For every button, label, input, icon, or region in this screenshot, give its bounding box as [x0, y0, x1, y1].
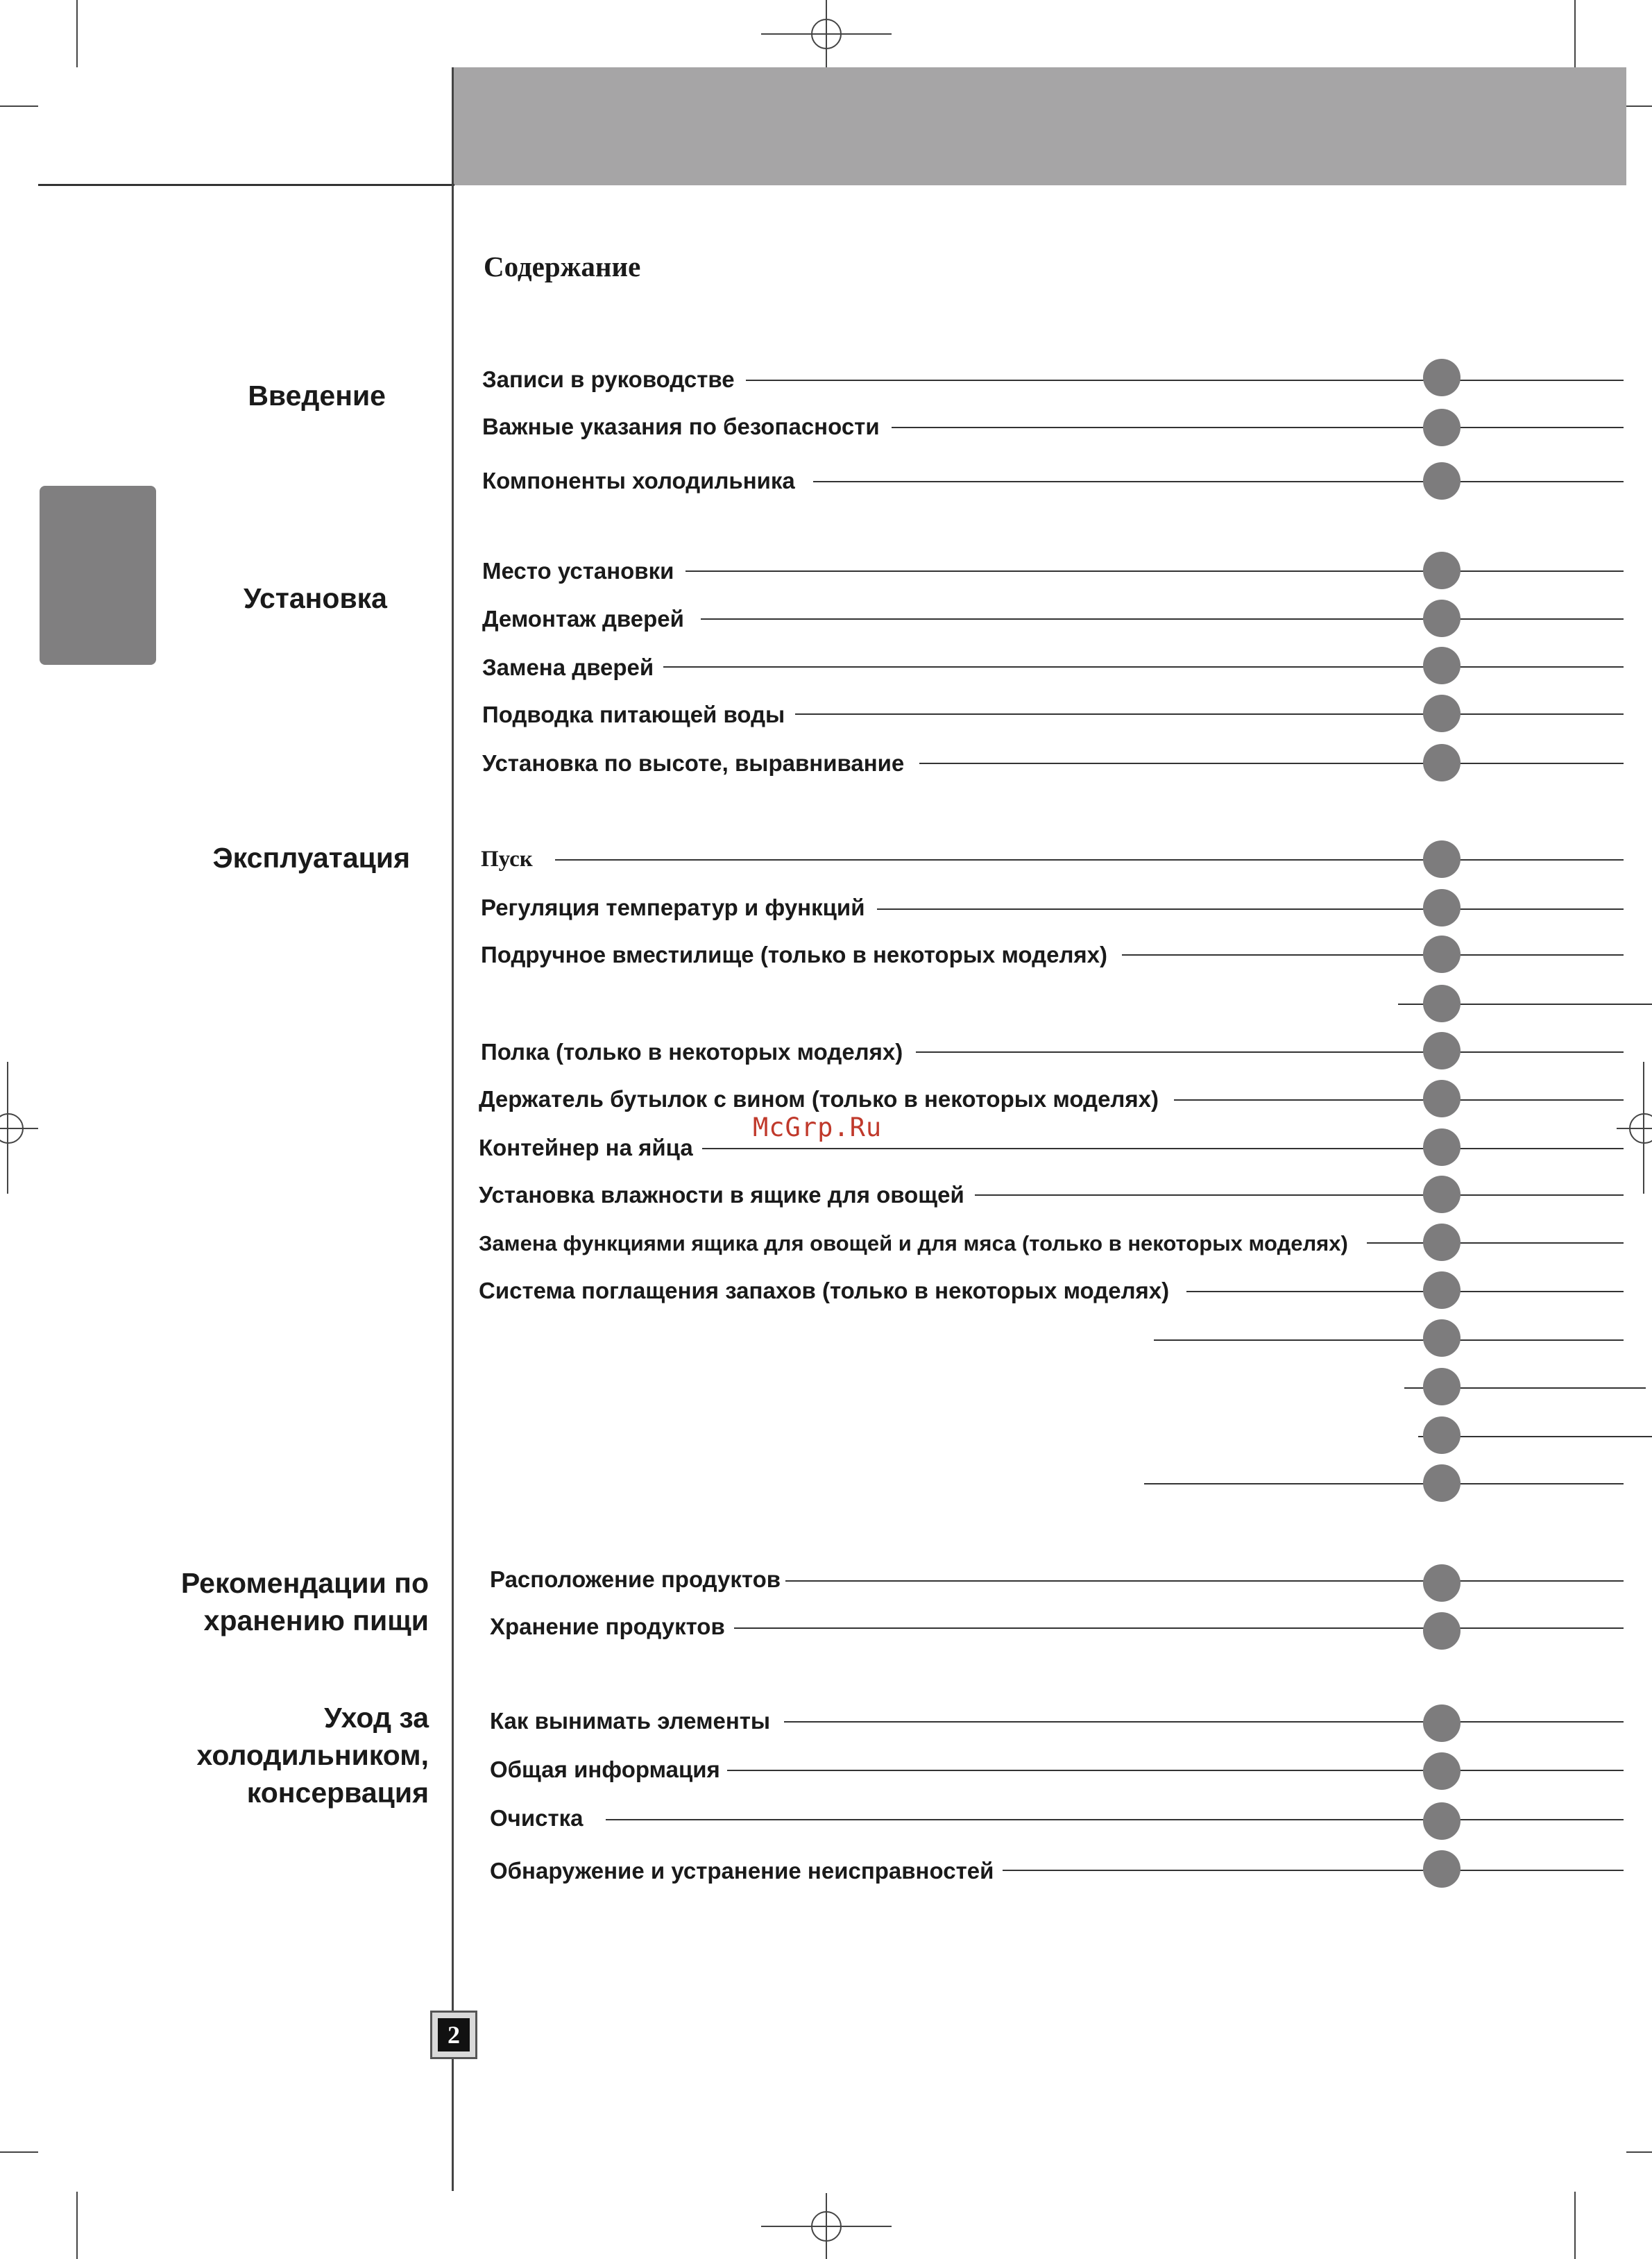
leader-line [916, 1051, 1624, 1053]
leader-line [1154, 1339, 1624, 1341]
toc-entry[interactable]: Регуляция температур и функций [481, 895, 865, 920]
page-marker [1423, 1850, 1461, 1888]
leader-line [727, 1770, 1624, 1771]
leader-line [555, 859, 1624, 861]
leader-line [877, 908, 1624, 910]
crop-mark [1626, 105, 1652, 107]
page-marker [1423, 1080, 1461, 1117]
page-marker [1423, 1319, 1461, 1357]
page-marker [1423, 1802, 1461, 1840]
page-marker [1423, 359, 1461, 396]
leader-line [813, 481, 1624, 482]
page-marker [1423, 600, 1461, 637]
page-marker [1423, 552, 1461, 589]
section-heading: Эксплуатация [212, 842, 410, 874]
page-marker [1423, 936, 1461, 973]
leader-line [1144, 1483, 1624, 1484]
section-heading: Рекомендации по хранению пищи [180, 1567, 429, 1636]
toc-entry[interactable]: Подводка питающей воды [482, 702, 785, 727]
leader-line [734, 1627, 1624, 1629]
crop-mark [76, 2192, 78, 2259]
page-marker [1423, 1128, 1461, 1166]
leader-line [746, 380, 1624, 381]
crop-mark [1574, 2192, 1576, 2259]
toc-entry[interactable]: Общая информация [490, 1757, 720, 1782]
toc-entry[interactable]: Обнаружение и устранение неисправностей [490, 1858, 994, 1884]
registration-mark [811, 19, 842, 49]
toc-entry[interactable]: Хранение продуктов [490, 1614, 725, 1639]
leader-line [701, 618, 1624, 620]
page-marker [1423, 744, 1461, 781]
leader-line [1186, 1291, 1624, 1292]
toc-entry[interactable]: Держатель бутылок с вином (только в некоторых моделях) [479, 1086, 1159, 1112]
header-rule [38, 184, 454, 186]
toc-entry[interactable]: Очистка [490, 1805, 584, 1831]
page-marker [1423, 1416, 1461, 1454]
registration-mark [0, 1113, 24, 1144]
section-tab-marker [40, 486, 156, 665]
toc-entry[interactable]: Пуск [481, 846, 533, 872]
leader-line [919, 763, 1624, 764]
watermark: McGrp.Ru [753, 1112, 883, 1142]
section-heading: Установка [244, 582, 387, 614]
section-heading: Уход за холодильником, консервация [196, 1702, 429, 1809]
page-marker [1423, 889, 1461, 927]
leader-line [1367, 1242, 1624, 1244]
leader-line [795, 713, 1624, 715]
toc-entry[interactable]: Записи в руководстве [482, 366, 735, 392]
page-marker [1423, 1612, 1461, 1650]
page-marker [1423, 840, 1461, 878]
page-number: 2 [438, 2018, 470, 2051]
toc-entry[interactable]: Расположение продуктов [490, 1566, 781, 1592]
leader-line [663, 666, 1624, 668]
toc-entry[interactable]: Демонтаж дверей [482, 606, 684, 632]
toc-entry[interactable]: Замена дверей [482, 654, 654, 680]
leader-line [702, 1148, 1624, 1149]
toc-entry[interactable]: Система поглащения запахов (только в некоторых моделях) [479, 1278, 1170, 1303]
leader-line [1174, 1099, 1624, 1101]
leader-line [785, 1580, 1624, 1582]
toc-entry[interactable]: Компоненты холодильника [482, 468, 795, 493]
toc-entry[interactable]: Установка по высоте, выравнивание [482, 750, 905, 776]
page-marker [1423, 1032, 1461, 1069]
toc-entry[interactable]: Важные указания по безопасности [482, 414, 880, 439]
toc-entry[interactable]: Подручное вместилище (только в некоторых моделях) [481, 942, 1108, 967]
toc-entry[interactable]: Полка (только в некоторых моделях) [481, 1039, 903, 1065]
page-marker [1423, 1752, 1461, 1790]
page-number-box [430, 2011, 477, 2059]
leader-line [1122, 954, 1624, 956]
leader-line [784, 1721, 1624, 1723]
page-marker [1423, 1368, 1461, 1405]
registration-mark [811, 2211, 842, 2242]
leader-line [975, 1194, 1624, 1196]
section-heading: Введение [248, 380, 386, 412]
toc-entry[interactable]: Контейнер на яйца [479, 1135, 693, 1160]
page-title: Содержание [484, 251, 641, 282]
crop-mark [0, 105, 38, 107]
crop-mark [1574, 0, 1576, 67]
page-marker [1423, 1464, 1461, 1502]
page-marker [1423, 1224, 1461, 1261]
page-marker [1423, 695, 1461, 732]
page-marker [1423, 647, 1461, 684]
registration-mark [1629, 1113, 1652, 1144]
crop-mark [0, 2151, 38, 2153]
leader-line [606, 1819, 1624, 1820]
page-marker [1423, 1564, 1461, 1602]
page-marker [1423, 985, 1461, 1022]
toc-entry[interactable]: Место установки [482, 558, 674, 584]
page-marker [1423, 409, 1461, 446]
leader-line [892, 427, 1624, 428]
page-marker [1423, 462, 1461, 500]
leader-line [686, 570, 1624, 572]
leader-line [1003, 1870, 1624, 1871]
page-marker [1423, 1176, 1461, 1213]
header-band [453, 67, 1626, 185]
toc-entry[interactable]: Установка влажности в ящике для овощей [479, 1182, 964, 1208]
crop-mark [1626, 2151, 1652, 2153]
page-marker [1423, 1704, 1461, 1742]
vertical-rule [452, 67, 454, 2191]
crop-mark [76, 0, 78, 67]
toc-entry[interactable]: Замена функциями ящика для овощей и для мяса (только в некоторых моделях) [479, 1231, 1348, 1255]
page-marker [1423, 1271, 1461, 1309]
toc-entry[interactable]: Как вынимать элементы [490, 1708, 771, 1734]
